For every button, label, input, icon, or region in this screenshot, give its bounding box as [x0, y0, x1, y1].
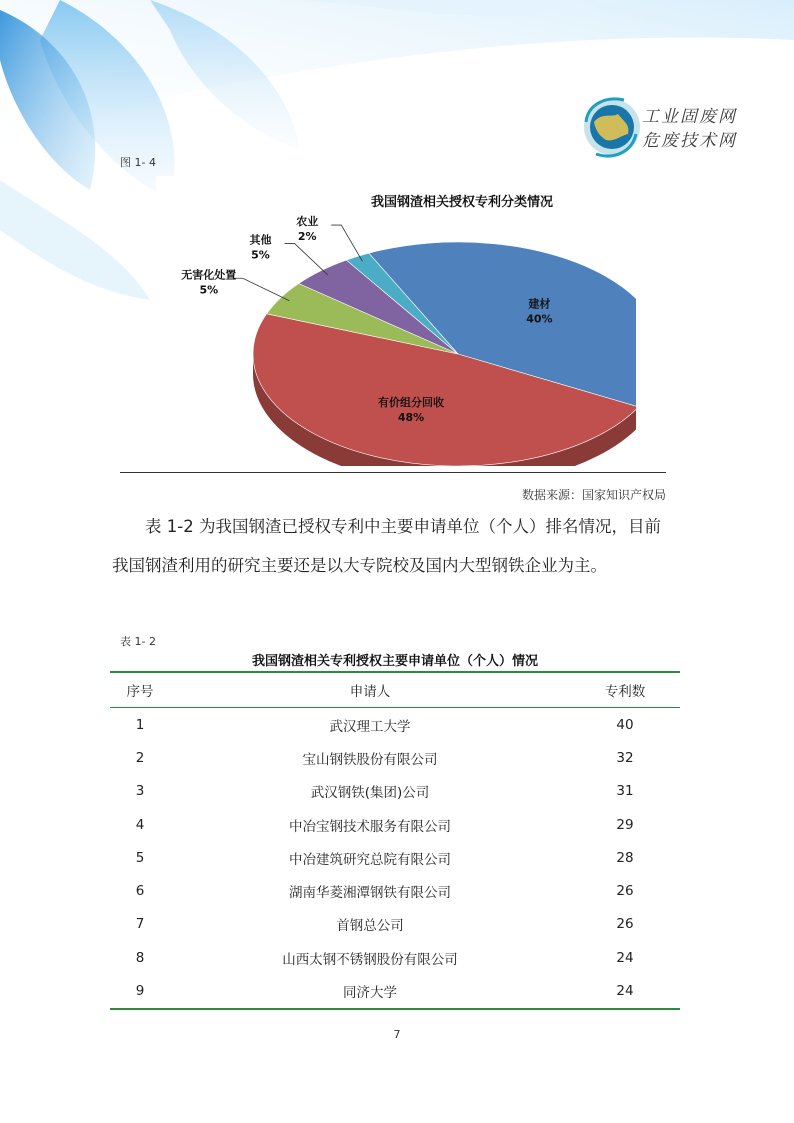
- cell-index: 9: [135, 983, 145, 1000]
- pie-chart: [156, 176, 636, 466]
- ranking-table: [110, 671, 680, 1010]
- pie-slice-value: 48%: [397, 411, 425, 425]
- cell-index: 2: [135, 749, 145, 766]
- cell-index: 8: [135, 949, 145, 966]
- pie-slice-name: 建材: [528, 297, 551, 311]
- header-index: 序号: [126, 684, 154, 700]
- header-applicant: 申请人: [349, 684, 391, 700]
- pie-leader-line: [331, 225, 362, 261]
- cell-index: 6: [135, 883, 145, 900]
- cell-index: 1: [135, 716, 145, 733]
- table-row: [110, 808, 680, 841]
- table-title: 我国钢渣相关专利授权主要申请单位（个人）情况: [251, 654, 538, 669]
- pie-chart-svg: [156, 176, 636, 466]
- pie-slice-name: 农业: [296, 215, 319, 229]
- cell-index: 4: [135, 816, 145, 833]
- cell-patent-count: 31: [616, 783, 634, 800]
- cell-patent-count: 26: [616, 883, 634, 900]
- divider: [120, 472, 666, 473]
- pie-slices: [253, 242, 636, 466]
- cell-applicant: 湖南华菱湘潭钢铁有限公司: [289, 885, 451, 902]
- pie-leader-line: [284, 243, 327, 274]
- table-row: [110, 841, 680, 874]
- body-paragraph: 表 1-2 为我国钢渣已授权专利中主要申请单位（个人）排名情况，目前我国钢渣利用的研究主要还是以大专院校及国内大型钢铁企业为主。: [112, 517, 661, 575]
- cell-index: 3: [135, 783, 145, 800]
- cell-patent-count: 32: [616, 749, 634, 766]
- table-row: [110, 874, 680, 907]
- logo-text-line2: 危废技术网: [642, 131, 737, 151]
- pie-slice-name: 其他: [249, 233, 272, 247]
- cell-applicant: 首钢总公司: [336, 918, 404, 935]
- header-patent-count: 专利数: [604, 684, 646, 700]
- table-row: [110, 741, 680, 774]
- table-row: [110, 941, 680, 974]
- source-text: 数据来源：国家知识产权局: [521, 488, 666, 502]
- logo-text-line1: 工业固废网: [642, 107, 737, 127]
- cell-patent-count: 29: [616, 816, 634, 833]
- cell-patent-count: 28: [616, 849, 634, 866]
- cell-index: 7: [135, 916, 145, 933]
- figure-label: 图 1- 4: [120, 156, 156, 169]
- table-row: [110, 775, 680, 808]
- cell-patent-count: 24: [616, 983, 634, 1000]
- pie-slice-name: 无害化处置: [181, 268, 237, 282]
- table-body: [110, 708, 680, 1008]
- pie-slice-name: 有价组分回收: [378, 396, 445, 410]
- table-header-row: [110, 673, 680, 708]
- cell-patent-count: 26: [616, 916, 634, 933]
- page-number: 7: [393, 1028, 401, 1041]
- pie-slice-value: 5%: [199, 283, 219, 297]
- cell-applicant: 宝山钢铁股份有限公司: [302, 751, 438, 768]
- cell-applicant: 武汉钢铁(集团)公司: [310, 785, 430, 802]
- pie-slice-value: 40%: [526, 312, 553, 326]
- pie-slice-value: 5%: [251, 248, 270, 262]
- table-label: 表 1- 2: [120, 635, 156, 648]
- pie-slice-value: 2%: [297, 230, 317, 244]
- cell-applicant: 武汉理工大学: [329, 718, 411, 735]
- table-row: [110, 908, 680, 941]
- cell-applicant: 同济大学: [343, 985, 397, 1002]
- chart-title: 我国钢渣相关授权专利分类情况: [370, 195, 554, 210]
- cell-applicant: 中冶宝钢技术服务有限公司: [289, 818, 451, 835]
- cell-patent-count: 24: [616, 949, 634, 966]
- table-row: [110, 708, 680, 741]
- table-row: [110, 974, 680, 1007]
- cell-patent-count: 40: [616, 716, 634, 733]
- cell-applicant: 山西太钢不锈钢股份有限公司: [282, 951, 458, 968]
- cell-index: 5: [135, 849, 145, 866]
- cell-applicant: 中冶建筑研究总院有限公司: [289, 851, 451, 868]
